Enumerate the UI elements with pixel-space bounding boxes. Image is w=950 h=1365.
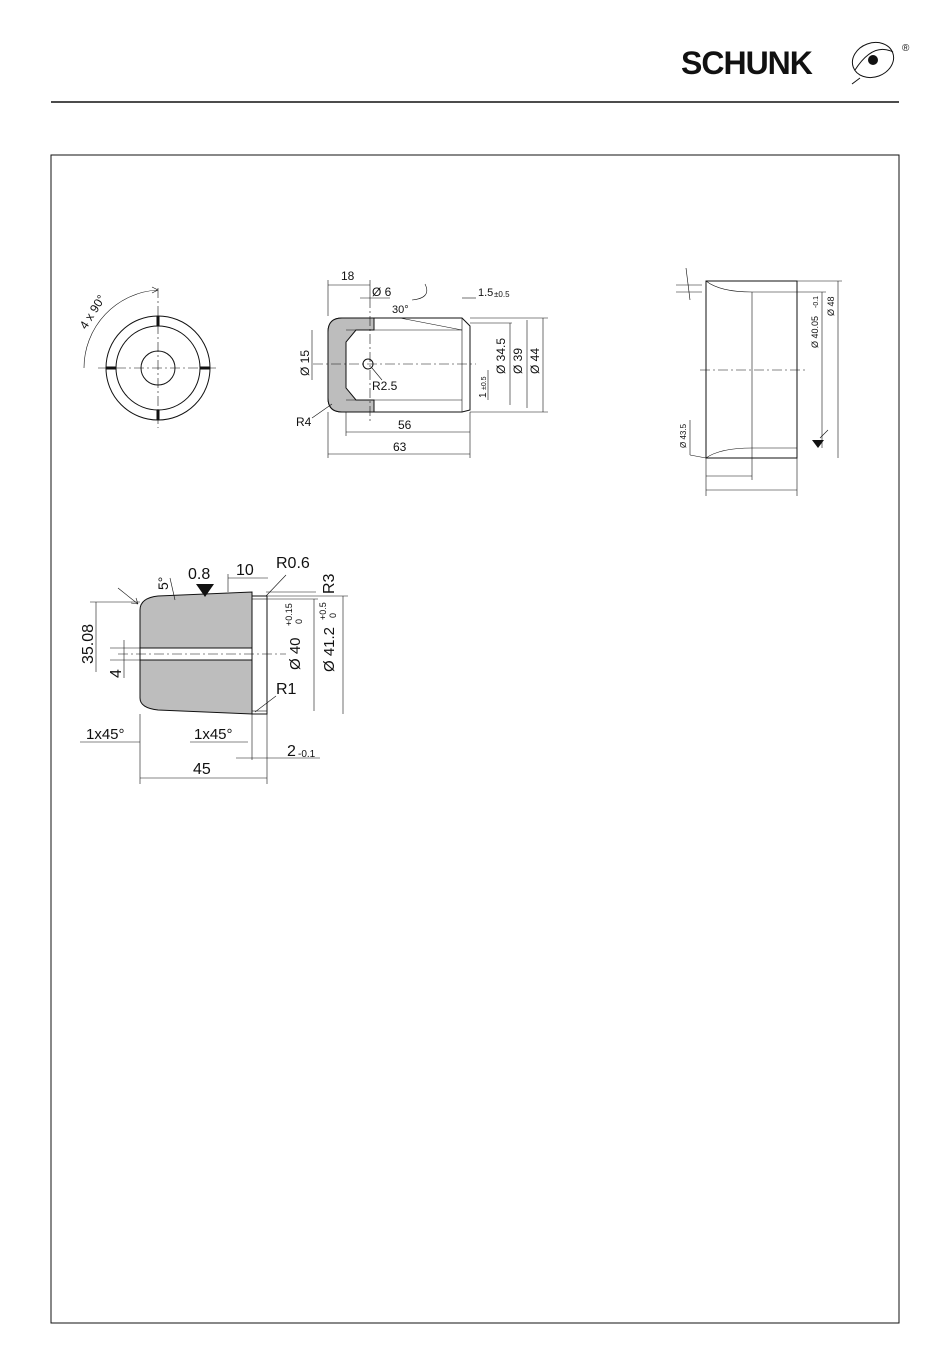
dim-1-tol: ±0.5 (481, 376, 488, 390)
section-drawing-d (80, 555, 348, 784)
dim-4: 4 (108, 669, 125, 678)
b-shaded-shoulder (328, 318, 374, 412)
dim-10: 10 (236, 562, 254, 579)
dim-dia39: Ø 39 (511, 347, 525, 374)
end-view-drawing (77, 287, 218, 428)
d-lower-half (140, 660, 252, 714)
brand-name: SCHUNK (681, 45, 812, 81)
d-upper-half (140, 592, 252, 648)
dim-1: 1 (478, 392, 489, 398)
dim-dia43-5: Ø 43.5 (679, 423, 688, 448)
chamfer-right: 1x45° (194, 726, 233, 743)
dim-56: 56 (398, 418, 412, 432)
dim-r2-5: R2.5 (372, 379, 398, 393)
dim-r1: R1 (276, 681, 297, 698)
dim-0-8: 0.8 (188, 566, 211, 583)
registered-mark: ® (902, 43, 910, 54)
dim-18: 18 (341, 269, 355, 283)
dim-dia40-tol-up: +0.15 (284, 603, 294, 626)
dim-dia41-2-tol-up: +0.5 (318, 602, 328, 620)
dim-r3: R3 (321, 573, 338, 594)
dim-35-08: 35.08 (80, 623, 97, 664)
chamfer-left: 1x45° (86, 726, 125, 743)
angle-note: 4 x 90° (76, 292, 109, 332)
dim-dia41-2-tol-lo: 0 (328, 612, 338, 618)
dim-dia48: Ø 48 (826, 296, 836, 316)
dim-1-5-tol: ±0.5 (494, 290, 510, 299)
schunk-logo (681, 37, 910, 84)
drawing-frame (51, 155, 899, 1323)
section-drawing-b (296, 269, 548, 458)
gripper-logo-icon (847, 37, 898, 84)
dim-dia6: Ø 6 (372, 285, 392, 299)
dim-5deg: 5° (155, 576, 171, 590)
dim-30deg: 30° (392, 304, 409, 316)
dim-1-5: 1.5 (478, 287, 494, 299)
dim-2-tol: -0.1 (298, 749, 316, 760)
c-outline (706, 281, 797, 458)
dim-dia44: Ø 44 (528, 347, 542, 374)
dim-dia41-2: Ø 41.2 (321, 626, 338, 672)
dim-2: 2 (287, 743, 296, 760)
dim-r4: R4 (296, 415, 312, 429)
dim-dia40-tol-lo: 0 (294, 618, 304, 624)
dim-dia40-05: Ø 40.05 (810, 315, 820, 348)
dim-dia40: Ø 40 (287, 637, 304, 670)
dim-45: 45 (193, 761, 211, 778)
dim-dia15: Ø 15 (298, 349, 312, 376)
section-drawing-c (676, 268, 842, 496)
dim-dia34-5: Ø 34.5 (494, 337, 508, 374)
d-collar (252, 596, 267, 714)
dim-dia40-05-tol: -0.1 (813, 295, 820, 308)
dim-63: 63 (393, 440, 407, 454)
dim-r0-6: R0.6 (276, 555, 310, 572)
